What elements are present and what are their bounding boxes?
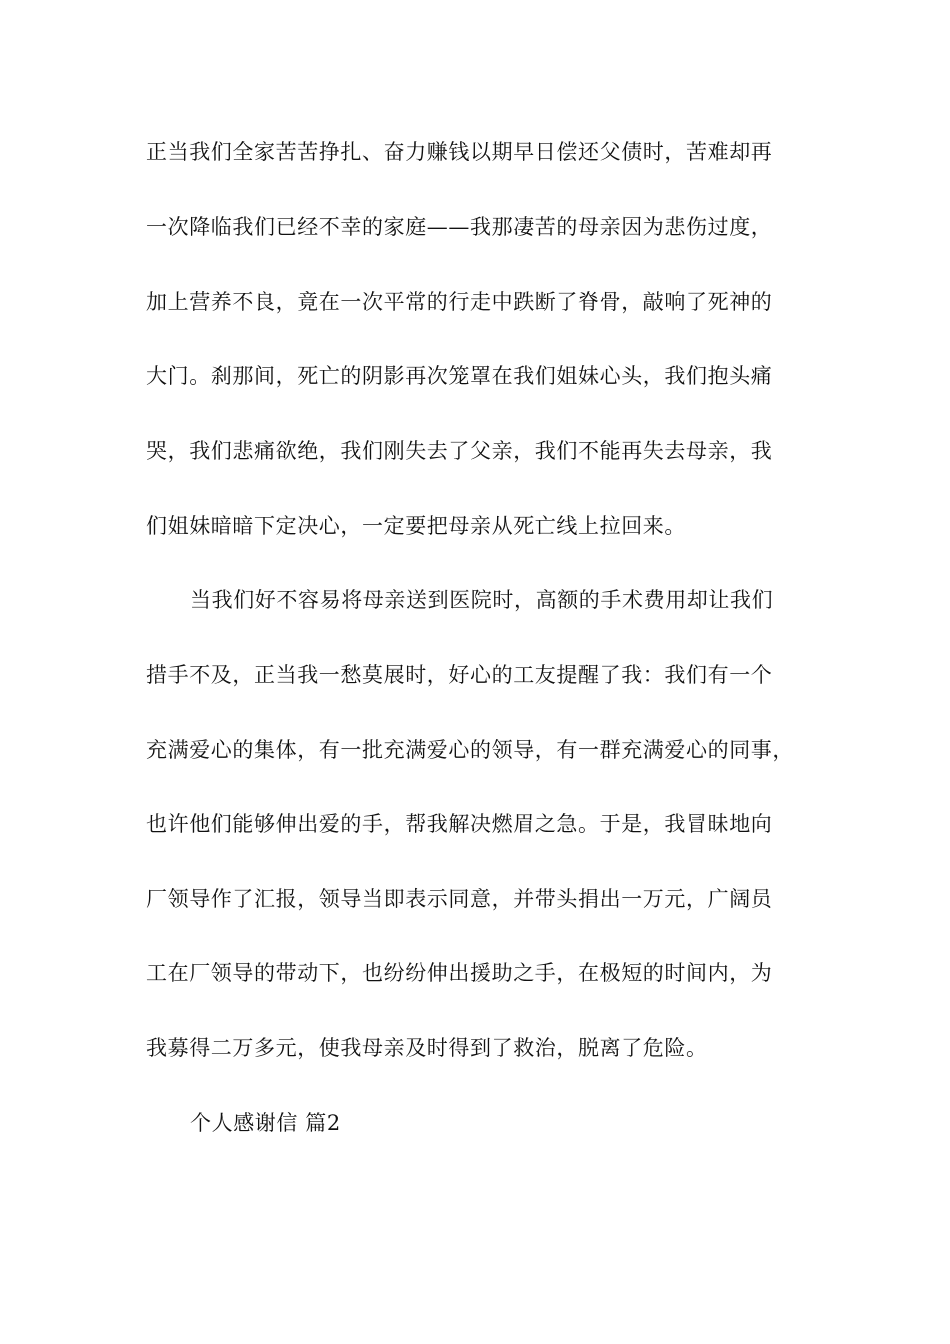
paragraph-1-line-3: 加上营养不良，竟在一次平常的行走中跌断了脊骨，敲响了死神的 [146, 290, 773, 314]
paragraph-2-line-6: 工在厂领导的带动下，也纷纷伸出援助之手，在极短的时间内，为 [146, 961, 773, 985]
paragraph-2-line-1: 当我们好不容易将母亲送到医院时，高额的手术费用却让我们 [190, 588, 774, 612]
paragraph-2-line-2: 措手不及，正当我一愁莫展时，好心的工友提醒了我：我们有一个 [146, 663, 773, 687]
paragraph-1-line-5: 哭，我们悲痛欲绝，我们刚失去了父亲，我们不能再失去母亲，我 [146, 439, 773, 463]
paragraph-2-line-3: 充满爱心的集体，有一批充满爱心的领导，有一群充满爱心的同事， [146, 738, 794, 762]
section-heading: 个人感谢信 篇2 [190, 1111, 341, 1135]
paragraph-1-line-6: 们姐妹暗暗下定决心，一定要把母亲从死亡线上拉回来。 [146, 514, 686, 538]
paragraph-2-line-5: 厂领导作了汇报，领导当即表示同意，并带头捐出一万元，广阔员 [146, 887, 773, 911]
paragraph-1-line-2: 一次降临我们已经不幸的家庭——我那凄苦的母亲因为悲伤过度， [146, 215, 773, 239]
paragraph-1-line-1: 正当我们全家苦苦挣扎、奋力赚钱以期早日偿还父债时，苦难却再 [146, 140, 773, 164]
paragraph-2-line-4: 也许他们能够伸出爱的手，帮我解决燃眉之急。于是，我冒昧地向 [146, 812, 773, 836]
paragraph-2-line-7: 我募得二万多元，使我母亲及时得到了救治，脱离了危险。 [146, 1036, 708, 1060]
paragraph-1-line-4: 大门。刹那间，死亡的阴影再次笼罩在我们姐妹心头，我们抱头痛 [146, 364, 773, 388]
